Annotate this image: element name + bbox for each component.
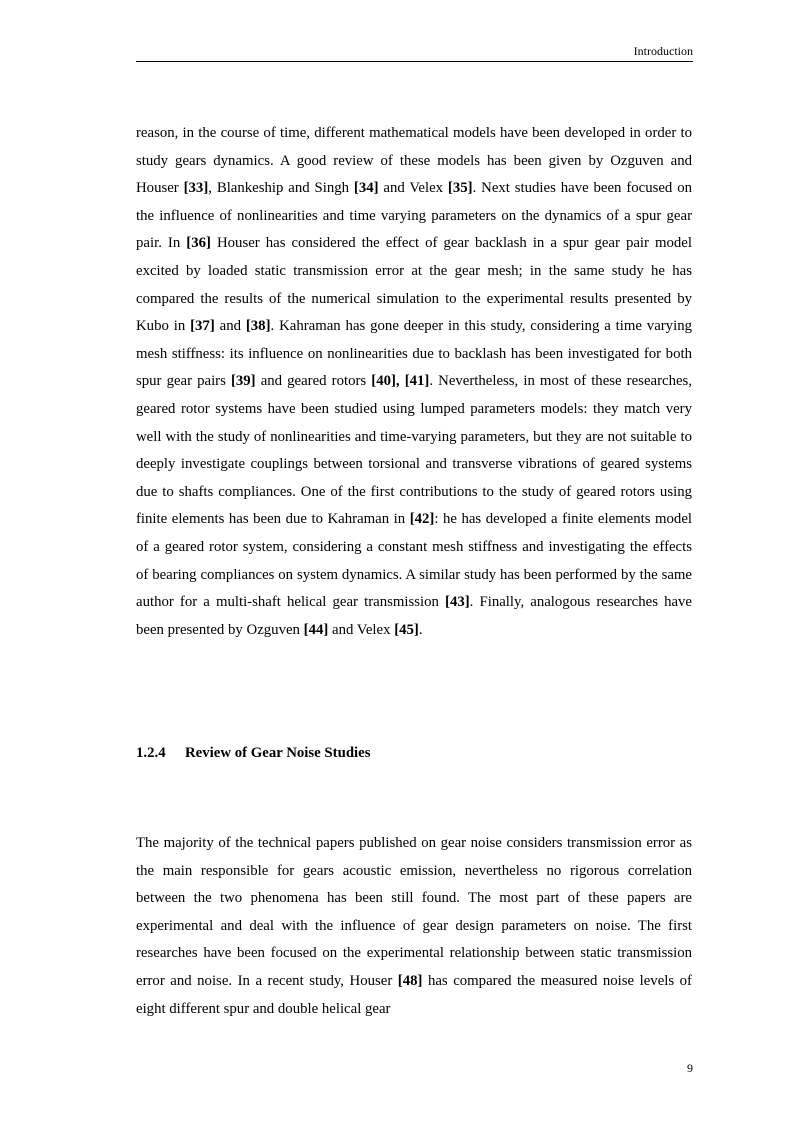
citation: [45]	[394, 621, 419, 638]
text-segment: . Nevertheless, in most of these researches, geared rotor systems have been studied using lumped parameters models: they match very well with the study of nonlinearities and time-varying parameters, but they are not suitable to deeply investigate couplings between torsional and transverse vibrations of geared systems due to shafts compliances. One of the first contributions to the study of geared rotors using finite elements has been due to Kahraman in	[136, 373, 692, 528]
text-segment: The majority of the technical papers published on gear noise considers transmission error as the main responsible for gears acoustic emission, nevertheless no rigorous correlation between the two phenomena has been still found. The most part of these papers are experimental and deal with the influence of gear design parameters on noise. The first researches have been focused on the experimental relationship between static transmission error and noise. In a recent study, Houser	[136, 835, 692, 989]
page-number: 9	[687, 1061, 693, 1075]
text-segment: . Next studies have been focused on the influence of nonlinearities and time varying parameters on the dynamics of a spur gear pair. In	[136, 180, 692, 252]
text-segment: and	[214, 318, 246, 335]
section-number: 1.2.4	[136, 745, 166, 761]
text-segment: and Velex	[328, 621, 395, 638]
citation: [48]	[397, 972, 423, 989]
text-segment: reason, in the course of time, different mathematical models have been developed in order to study gears dynamics. A good review of these models has been given by Ozguven and Houser	[136, 125, 692, 197]
text-segment: , Blankeship and Singh	[208, 180, 354, 197]
citation: [35]	[447, 180, 473, 197]
text-segment: . Kahraman has gone deeper in this study, considering a time varying mesh stiffness: its influence on nonlinearities due to backlash has been investigated for both spur gear pairs	[136, 318, 692, 390]
citation: [39]	[230, 373, 256, 390]
text-segment: : he has developed a finite elements model of a geared rotor system, considering a constant mesh stiffness and investigating the effects of bearing compliances on system dynamics. A similar study has been performed by the same author for a multi-shaft helical gear transmission	[136, 511, 692, 611]
section-title: Review of Gear Noise Studies	[185, 745, 371, 761]
citation: [38]	[245, 318, 271, 335]
citation: [43]	[445, 594, 470, 611]
paragraph-gear-dynamics-models	[136, 120, 692, 644]
text-segment: . Finally, analogous researches have been presented by Ozguven	[136, 594, 693, 638]
running-header: Introduction	[136, 44, 693, 62]
section-heading	[136, 745, 371, 762]
citation: [44]	[303, 621, 329, 638]
citation: [37]	[190, 318, 215, 335]
citation: [33]	[183, 180, 209, 197]
citation: [40], [41]	[371, 373, 430, 390]
citation: [34]	[353, 180, 379, 197]
text-segment: and Velex	[378, 180, 448, 197]
citation: [36]	[186, 235, 211, 252]
text-segment: .	[418, 621, 423, 638]
citation: [42]	[409, 511, 435, 528]
text-segment: and geared rotors	[255, 373, 372, 390]
text-segment: Houser has considered the effect of gear backlash in a spur gear pair model excited by loaded static transmission error at the gear mesh; in the same study he has compared the results of the numerical simulation to the experimental results presented by Kubo in	[136, 235, 692, 335]
paragraph-gear-noise	[136, 830, 692, 1023]
text-segment: has compared the measured noise levels of eight different spur and double helical gear	[136, 972, 692, 1017]
